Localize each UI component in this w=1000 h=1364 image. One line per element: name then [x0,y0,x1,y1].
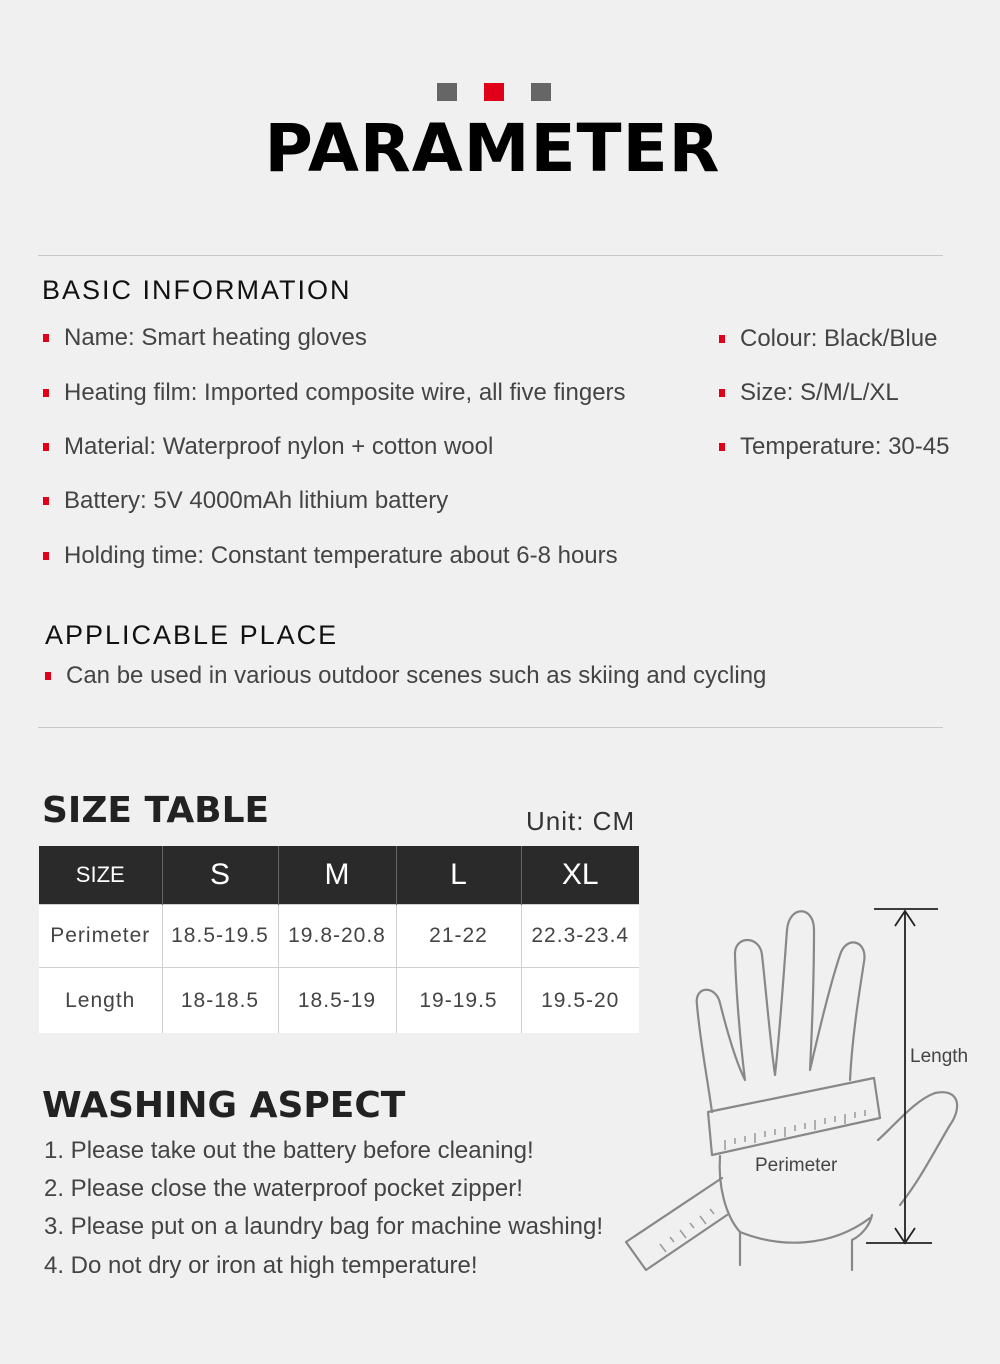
size-col-header: SIZE [39,846,162,905]
washing-item-2: 2. Please close the waterproof pocket zipper! [44,1175,523,1202]
washing-item-4: 4. Do not dry or iron at high temperature! [44,1252,478,1279]
basic-item-colour: Colour: Black/Blue [740,325,938,352]
table-cell: 22.3-23.4 [521,905,639,968]
basic-item-holding-time: Holding time: Constant temperature about 6-8 hours [64,542,618,569]
table-cell: 19-19.5 [396,968,521,1034]
basic-item-battery: Battery: 5V 4000mAh lithium battery [64,487,449,514]
header-square-right [531,83,551,101]
basic-item-name: Name: Smart heating gloves [64,324,367,351]
page-title: PARAMETER [264,110,721,187]
table-cell: 18.5-19 [278,968,396,1034]
size-table-heading: SIZE TABLE [42,790,270,831]
table-cell: 21-22 [396,905,521,968]
applicable-place-heading: APPLICABLE PLACE [45,620,339,650]
table-row-perimeter [39,905,639,968]
table-row-length [39,968,639,1034]
table-cell: Perimeter [39,905,162,968]
perimeter-label: Perimeter [755,1155,838,1176]
basic-item-heating-film: Heating film: Imported composite wire, all five fingers [64,379,626,406]
size-col-l: L [396,846,521,905]
table-cell: 19.8-20.8 [278,905,396,968]
basic-item-size: Size: S/M/L/XL [740,379,899,406]
applicable-place-item: Can be used in various outdoor scenes such as skiing and cycling [66,662,767,689]
basic-item-temperature: Temperature: 30-45 [740,433,950,460]
washing-item-3: 3. Please put on a laundry bag for machine washing! [44,1213,604,1240]
size-table-unit: Unit: CM [526,806,636,836]
length-label: Length [910,1046,969,1067]
divider-middle [38,727,943,728]
table-cell: 18-18.5 [162,968,278,1034]
header-square-left [437,83,457,101]
basic-item-material: Material: Waterproof nylon + cotton wool [64,433,494,460]
size-col-m: M [278,846,396,905]
washing-item-1: 1. Please take out the battery before cleaning! [44,1137,534,1164]
glove-measurement-icon [620,900,1000,1285]
size-table [39,846,639,1033]
table-cell: Length [39,968,162,1034]
size-col-s: S [162,846,278,905]
divider-top [38,255,943,256]
header-square-center [484,83,504,101]
table-cell: 19.5-20 [521,968,639,1034]
size-col-xl: XL [521,846,639,905]
washing-aspect-heading: WASHING ASPECT [42,1085,406,1126]
basic-information-heading: BASIC INFORMATION [42,275,352,305]
table-cell: 18.5-19.5 [162,905,278,968]
